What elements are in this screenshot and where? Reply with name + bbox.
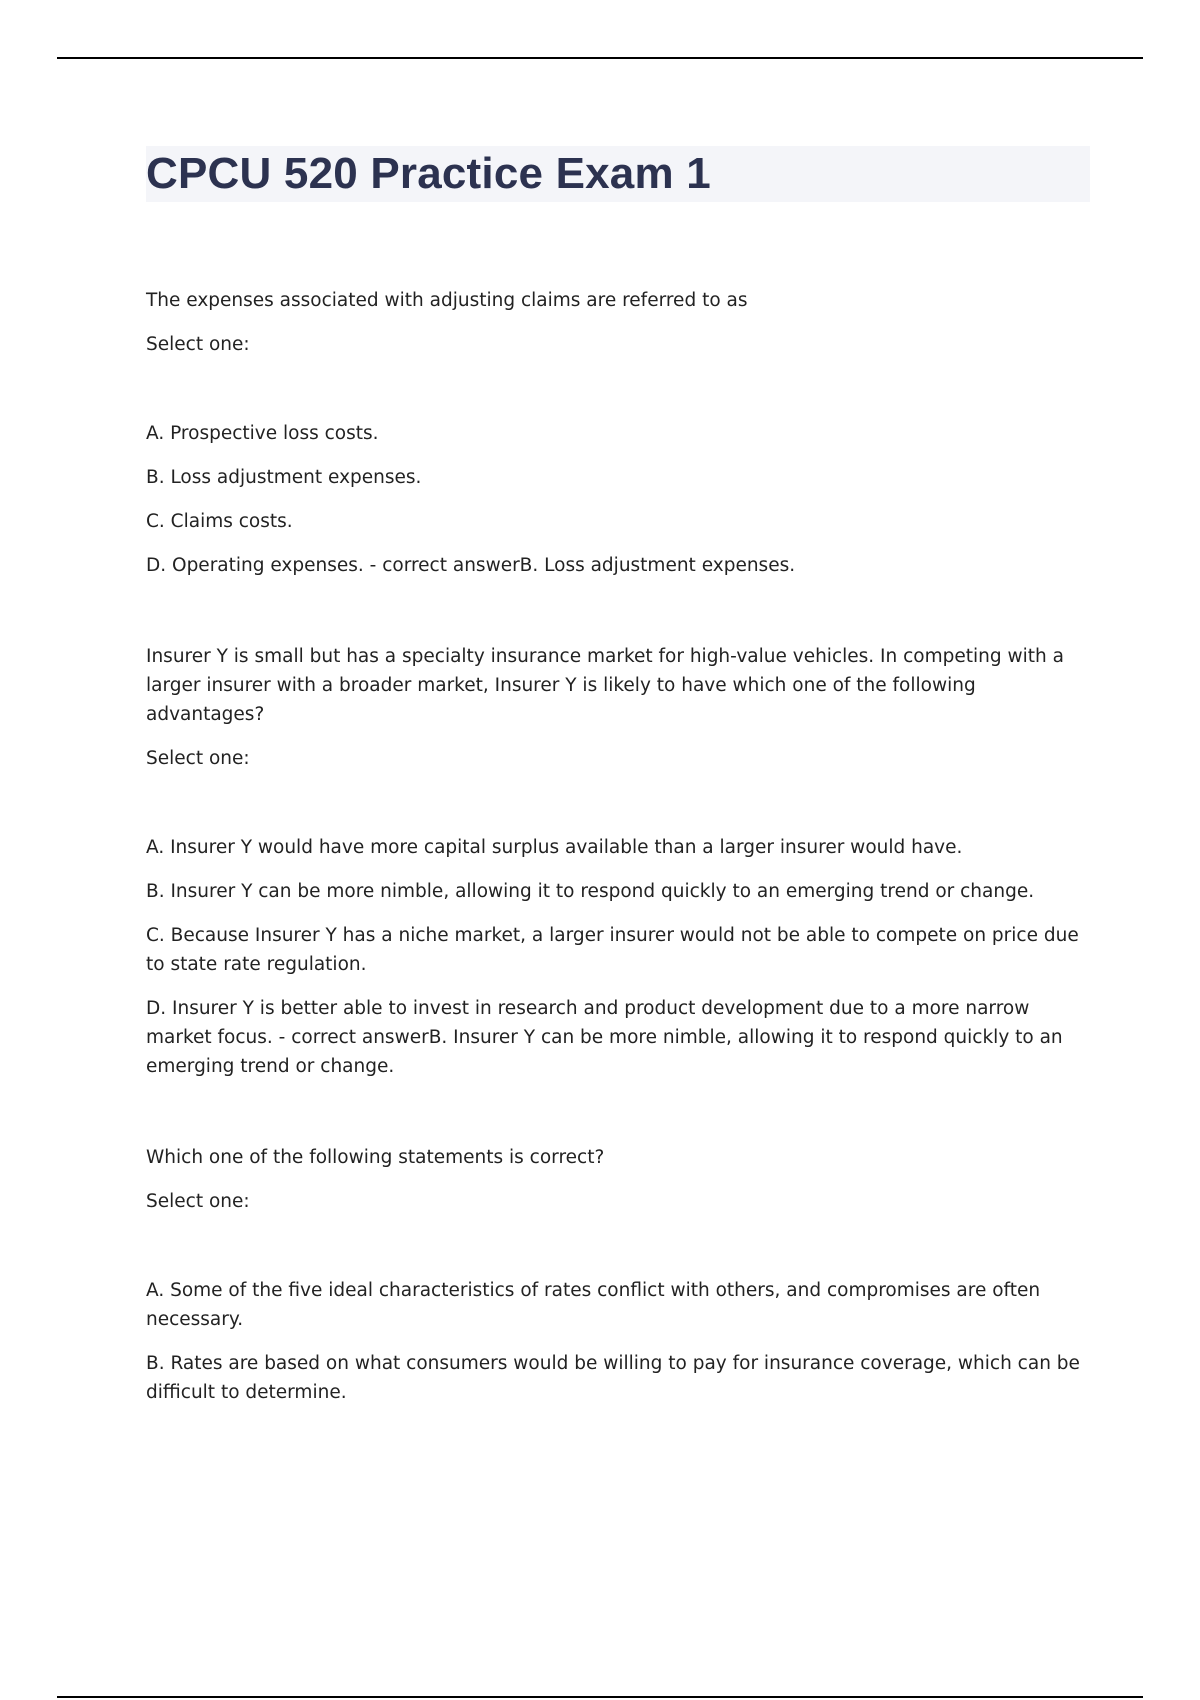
- option-a: A. Some of the five ideal characteristics of rates conflict with others, and compromises are often necessary.: [146, 1280, 1041, 1330]
- select-instruction: Select one:: [146, 334, 250, 355]
- option-b: B. Insurer Y can be more nimble, allowing it to respond quickly to an emerging trend or change.: [146, 881, 1035, 902]
- select-instruction: Select one:: [146, 748, 250, 769]
- option-c: C. Claims costs.: [146, 511, 293, 532]
- question-prompt: The expenses associated with adjusting claims are referred to as: [146, 290, 748, 311]
- select-instruction: Select one:: [146, 1191, 250, 1212]
- document-body: [146, 146, 1090, 1407]
- top-rule: [57, 57, 1143, 59]
- option-d-with-answer: D. Insurer Y is better able to invest in research and product development due to a more narrow market focus. - correct answerB. Insurer Y can be more nimble, allowing it to respond quickly to an emerging trend or change.: [146, 998, 1063, 1077]
- option-list: [146, 419, 1090, 580]
- question-block-2: [146, 642, 1090, 1081]
- option-b: B. Loss adjustment expenses.: [146, 467, 422, 488]
- question-prompt: Which one of the following statements is correct?: [146, 1147, 605, 1168]
- option-a: A. Insurer Y would have more capital surplus available than a larger insurer would have.: [146, 837, 963, 858]
- document-title: CPCU 520 Practice Exam 1: [146, 149, 711, 198]
- option-a: A. Prospective loss costs.: [146, 423, 379, 444]
- title-band: [146, 146, 1090, 202]
- question-block-1: [146, 286, 1090, 580]
- question-prompt: Insurer Y is small but has a specialty insurance market for high-value vehicles. In competing with a larger insurer with a broader market, Insurer Y is likely to have which one of the following advantages?: [146, 646, 1064, 725]
- option-b: B. Rates are based on what consumers would be willing to pay for insurance coverage, which can be difficult to determine.: [146, 1353, 1080, 1403]
- option-list: [146, 833, 1090, 1081]
- option-c: C. Because Insurer Y has a niche market, a larger insurer would not be able to compete on price due to state rate regulation.: [146, 925, 1079, 975]
- bottom-rule: [57, 1696, 1143, 1698]
- option-list: [146, 1276, 1090, 1407]
- question-block-3: [146, 1143, 1090, 1407]
- option-d-with-answer: D. Operating expenses. - correct answerB. Loss adjustment expenses.: [146, 555, 796, 576]
